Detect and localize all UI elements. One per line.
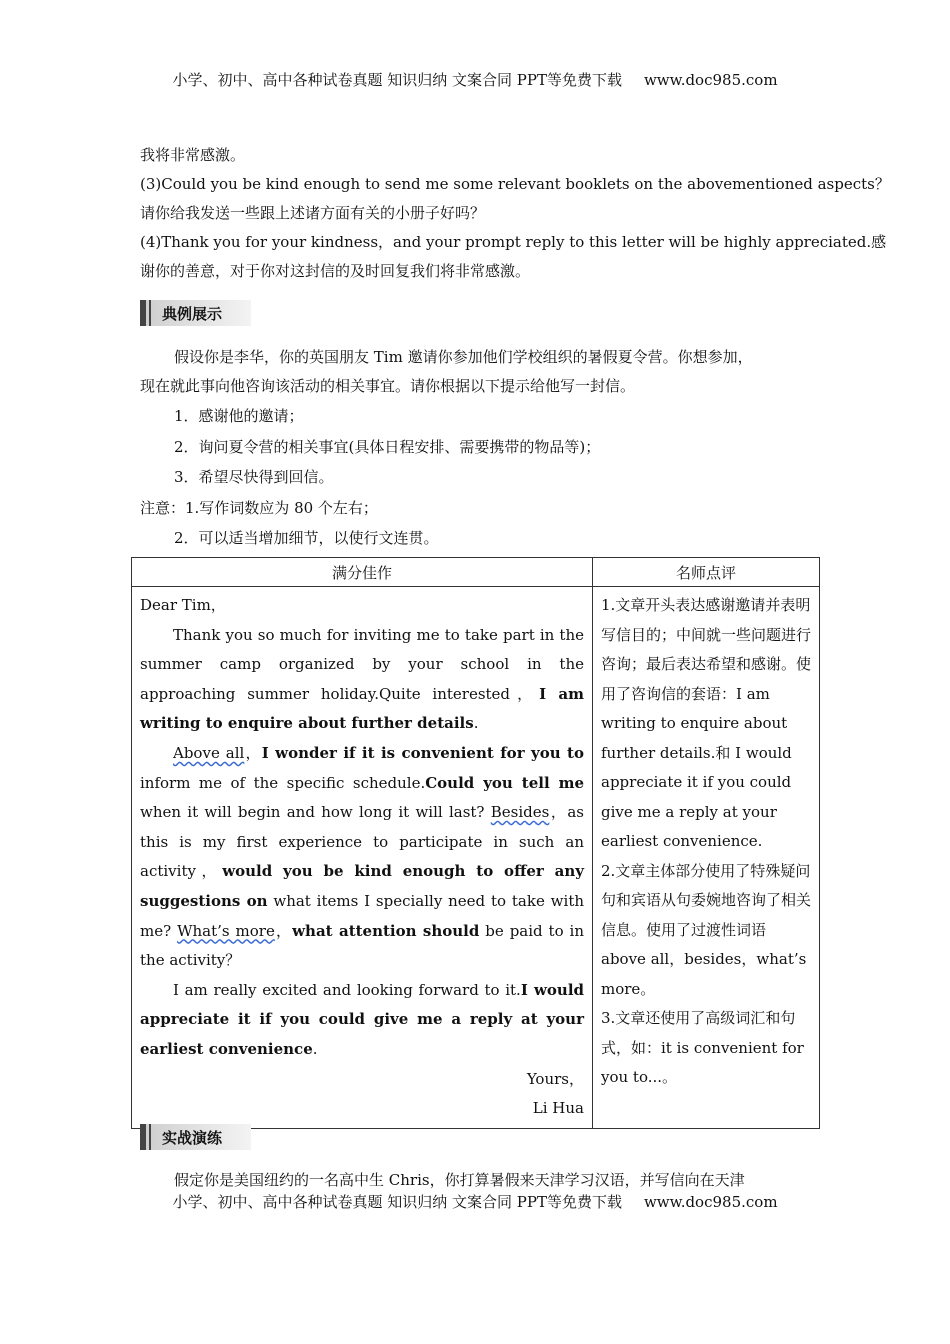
teacher-comments [601, 591, 811, 1093]
model-letter [140, 591, 584, 1124]
letter-paragraph-2: Above all，I wonder if it is convenient for you to inform me of the specific schedule.Could you tell me when it will begin and how long it will last? Besides，as this is my first experience to participate in such an activity，would you be kind enough to offer any suggestions on what items I specially need to take with me? What’s more，what attention should be paid to in the activity？ [140, 743, 585, 970]
table-header-essay: 满分佳作 [132, 558, 593, 587]
letter-greeting: Dear Tim， [140, 596, 226, 614]
prompt-point-2: 2．询问夏令营的相关事宜(具体日程安排、需要携带的物品等)； [174, 438, 601, 456]
intro-line-4: (4)Thank you for your kindness，and your prompt reply to this letter will be highly appreciated.感 [140, 233, 887, 251]
page-header [0, 69, 950, 90]
intro-line-2: (3)Could you be kind enough to send me some relevant booklets on the abovementioned aspects？ [140, 175, 890, 193]
letter-paragraph-3: I am really excited and looking forward to it.I would appreciate it if you could give me a reply at your earliest convenience. [140, 980, 585, 1058]
section-heading-examples [140, 300, 251, 326]
intro-line-3: 请你给我发送一些跟上述诸方面有关的小册子好吗？ [140, 204, 486, 222]
comment-3: 3.文章还使用了高级词汇和句式，如：it is convenient for you to...。 [601, 1009, 804, 1086]
header-url[interactable]: www.doc985.com [643, 71, 778, 89]
prompt-line-2: 现在就此事向他咨询该活动的相关事宜。请你根据以下提示给他写一封信。 [140, 377, 636, 395]
practice-line: 假定你是美国纽约的一名高中生 Chris，你打算暑假来天津学习汉语，并写信向在天津 [174, 1171, 745, 1189]
comment-2: 2.文章主体部分使用了特殊疑问句和宾语从句委婉地咨询了相关信息。使用了过渡性词语 above all，besides，what’s more。 [601, 861, 812, 998]
section-heading-label: 实战演练 [162, 1129, 223, 1147]
footer-text: 小学、初中、高中各种试卷真题 知识归纳 文案合同 PPT等免费下载 [172, 1193, 622, 1211]
section-heading-label: 典例展示 [162, 305, 223, 323]
comment-1: 1.文章开头表达感谢邀请并表明写信目的；中间就一些问题进行咨询；最后表达希望和感谢。使用了咨询信的套语：I am writing to enquire about further details.和 I would appreciate it if you could give me a reply at your earliest convenience. [601, 596, 812, 850]
table-header-comment: 名师点评 [593, 558, 820, 587]
prompt-line-1: 假设你是李华，你的英国朋友 Tim 邀请你参加他们学校组织的暑假夏令营。你想参加， [174, 348, 753, 366]
model-essay-table [131, 557, 820, 1129]
intro-line-1: 我将非常感激。 [140, 146, 246, 164]
section-heading-practice [140, 1124, 251, 1150]
prompt-note-1: 注意：1.写作词数应为 80 个左右； [140, 499, 378, 517]
prompt-note-2: 2．可以适当增加细节，以使行文连贯。 [174, 529, 439, 547]
intro-line-5: 谢你的善意，对于你对这封信的及时回复我们将非常感激。 [140, 262, 531, 280]
prompt-point-1: 1．感谢他的邀请； [174, 407, 304, 425]
prompt-point-3: 3．希望尽快得到回信。 [174, 468, 334, 486]
letter-paragraph-1: Thank you so much for inviting me to take part in the summer camp organized by your school in the approaching summer holiday.Quite interested，I am writing to enquire about further details. [140, 625, 584, 733]
header-text: 小学、初中、高中各种试卷真题 知识归纳 文案合同 PPT等免费下载 [172, 71, 622, 89]
page-footer [0, 1191, 950, 1212]
essay-cell [132, 587, 593, 1129]
letter-closing: Yours， [526, 1069, 584, 1088]
comment-cell [593, 587, 820, 1129]
letter-signature: Li Hua [532, 1099, 584, 1118]
footer-url[interactable]: www.doc985.com [643, 1193, 778, 1211]
